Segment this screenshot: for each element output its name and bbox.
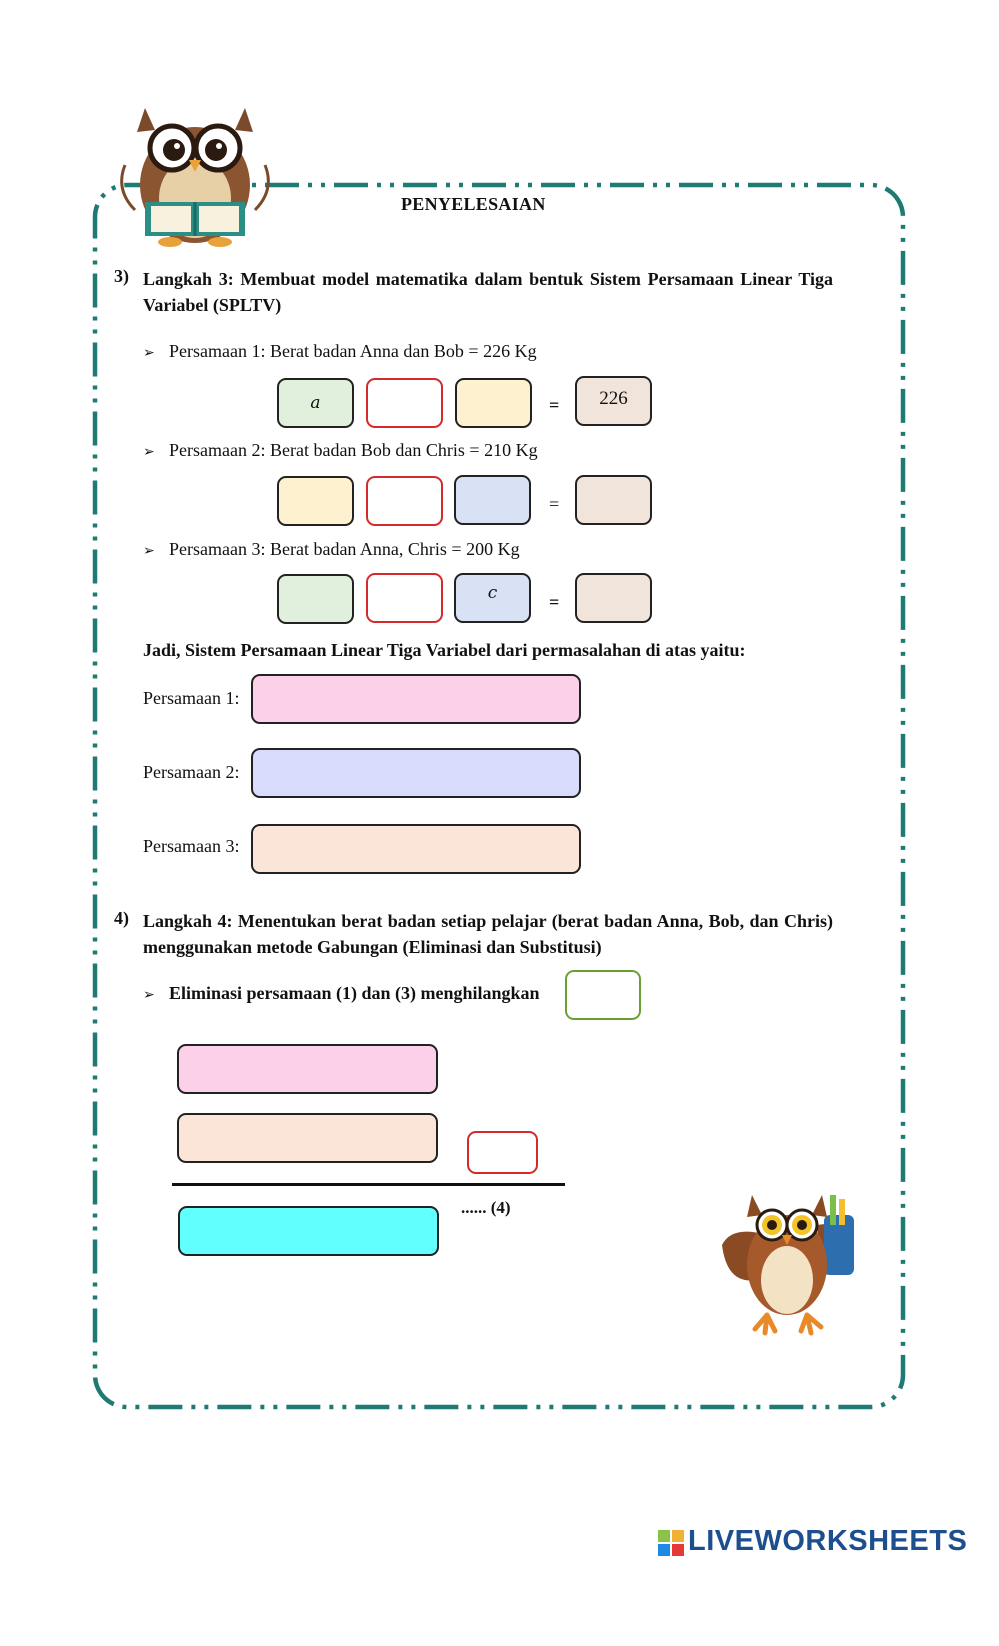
system-eq3-input[interactable] bbox=[251, 824, 581, 874]
equation1-term2-box[interactable] bbox=[455, 378, 532, 428]
system-eq1-label: Persamaan 1: bbox=[143, 688, 240, 708]
step3-heading: Langkah 3: Membuat model matematika dalam bentuk Sistem Persamaan Linear Tiga Variabel (SPLTV) bbox=[143, 269, 833, 315]
equation1-operator-box[interactable] bbox=[366, 378, 443, 428]
equation2-equals: = bbox=[549, 494, 560, 514]
elimination-operator-box[interactable] bbox=[467, 1131, 538, 1174]
sum-line bbox=[172, 1183, 565, 1186]
eliminated-variable-box[interactable] bbox=[565, 970, 641, 1020]
equation1-term1-box[interactable]: a bbox=[277, 378, 354, 428]
equation3-term2-box[interactable]: c bbox=[454, 573, 531, 623]
arrow-bullet-icon: ➢ bbox=[143, 544, 155, 559]
system-eq2-label: Persamaan 2: bbox=[143, 762, 240, 782]
step4-heading: Langkah 4: Menentukan berat badan setiap pelajar (berat badan Anna, Bob, dan Chris) menggunakan metode Gabungan (Eliminasi dan Substitusi) bbox=[143, 911, 833, 957]
step4-number: 4) bbox=[114, 908, 129, 928]
reading-owl-illustration bbox=[115, 90, 275, 250]
arrow-bullet-icon: ➢ bbox=[143, 346, 155, 361]
equation3-operator-box[interactable] bbox=[366, 573, 443, 623]
system-summary-heading: Jadi, Sistem Persamaan Linear Tiga Variabel dari permasalahan di atas yaitu: bbox=[143, 640, 746, 660]
liveworksheets-logo-icon bbox=[658, 1530, 686, 1558]
equation1-equals: = bbox=[549, 395, 560, 415]
equation3-rhs-box[interactable] bbox=[575, 573, 652, 623]
elimination-result-box[interactable] bbox=[178, 1206, 439, 1256]
equation3-term1-box[interactable] bbox=[277, 574, 354, 624]
elimination-eq1-box[interactable] bbox=[177, 1044, 438, 1094]
elimination-eq3-box[interactable] bbox=[177, 1113, 438, 1163]
page-title: PENYELESAIAN bbox=[401, 194, 546, 214]
equation2-rhs-box[interactable] bbox=[575, 475, 652, 525]
equation3-label: ➢ Persamaan 3: Berat badan Anna, Chris = 200 Kg bbox=[143, 539, 520, 559]
equation1-rhs-box[interactable]: 226 bbox=[575, 376, 652, 426]
liveworksheets-brand[interactable]: LIVEWORKSHEETS bbox=[688, 1525, 968, 1557]
step3-number: 3) bbox=[114, 266, 129, 286]
teacher-owl-illustration bbox=[712, 1185, 862, 1340]
system-eq2-input[interactable] bbox=[251, 748, 581, 798]
equation3-equals: = bbox=[549, 592, 560, 612]
equation1-label: ➢ Persamaan 1: Berat badan Anna dan Bob = 226 Kg bbox=[143, 341, 537, 361]
equation2-label: ➢ Persamaan 2: Berat badan Bob dan Chris = 210 Kg bbox=[143, 440, 538, 460]
equation2-term2-box[interactable] bbox=[454, 475, 531, 525]
result-equation-number: ...... (4) bbox=[461, 1198, 511, 1217]
equation2-operator-box[interactable] bbox=[366, 476, 443, 526]
arrow-bullet-icon: ➢ bbox=[143, 445, 155, 460]
arrow-bullet-icon: ➢ bbox=[143, 988, 155, 1003]
elimination-label: ➢ Eliminasi persamaan (1) dan (3) menghilangkan bbox=[143, 983, 540, 1003]
system-eq1-input[interactable] bbox=[251, 674, 581, 724]
system-eq3-label: Persamaan 3: bbox=[143, 836, 240, 856]
equation2-term1-box[interactable] bbox=[277, 476, 354, 526]
